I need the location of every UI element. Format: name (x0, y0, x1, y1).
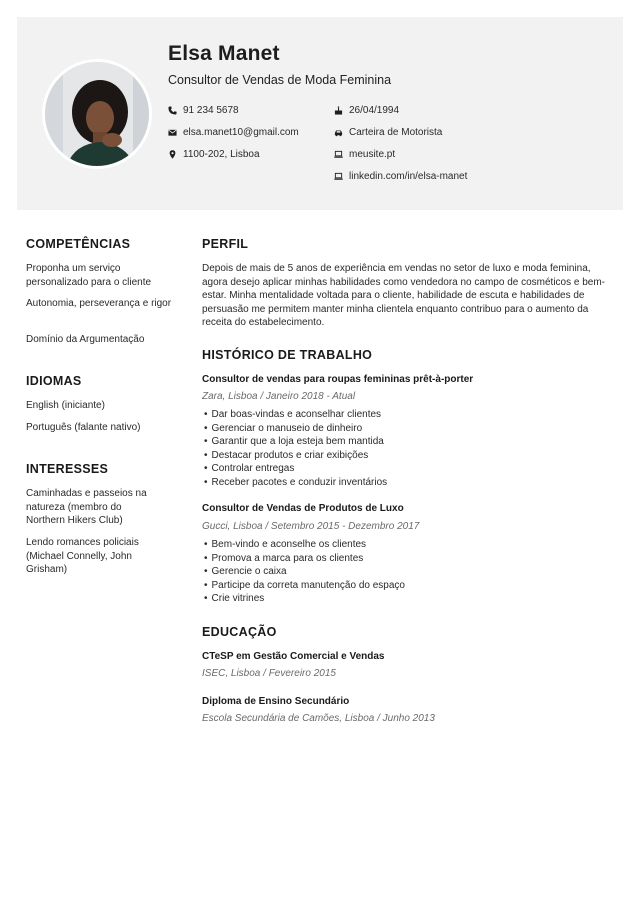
profile-text: Depois de mais de 5 anos de experiência em vendas no setor de luxo e moda feminina, agora desejo aplicar minhas habilidades como vendedora no campo de cosméticos e bem-estar. Minha mentalidade voltada para o cliente, habilidade de escuta e habilidades de persuasão me permitem manter minha clientela enquanto contribuo para o aumento da receita do estabelecimento. (202, 263, 606, 328)
interests-heading: INTERESSES (26, 462, 109, 476)
list-item: • Crie vitrines (204, 592, 405, 606)
laptop-icon (334, 150, 343, 159)
phone-text: 91 234 5678 (183, 105, 239, 116)
linkedin-link[interactable]: linkedin.com/in/elsa-manet (349, 171, 468, 182)
envelope-icon (168, 128, 177, 137)
list-item: • Bem-vindo e aconselhe os clientes (204, 538, 405, 552)
license-text: Carteira de Motorista (349, 127, 443, 138)
contact-linkedin (334, 171, 467, 182)
languages-heading: IDIOMAS (26, 374, 82, 388)
profile-heading: PERFIL (202, 237, 249, 251)
cake-icon (334, 106, 343, 115)
job-title: Consultor de vendas para roupas femininas prêt-à-porter (202, 374, 474, 385)
list-item: • Gerenciar o manuseio de dinheiro (204, 422, 387, 436)
list-item: • Gerencie o caixa (204, 565, 405, 579)
phone-icon (168, 106, 177, 115)
work-history-heading: HISTÓRICO DE TRABALHO (202, 348, 373, 362)
education-meta: ISEC, Lisboa / Fevereiro 2015 (202, 668, 336, 679)
education-title: Diploma de Ensino Secundário (202, 696, 350, 707)
list-item: • Dar boas-vindas e aconselhar clientes (204, 408, 387, 422)
interest-item: Caminhadas e passeios na natureza (membro do Northern Hikers Club) (26, 488, 147, 526)
contact-website (334, 149, 395, 160)
birthdate-text: 26/04/1994 (349, 105, 400, 116)
job-duties-list (204, 538, 405, 606)
list-item: • Participe da correta manutenção do espaço (204, 579, 405, 593)
education-heading: EDUCAÇÃO (202, 625, 277, 639)
list-item: • Destacar produtos e criar exibições (204, 449, 387, 463)
contact-address (168, 149, 260, 160)
skill-item: Autonomia, perseverança e rigor (26, 298, 172, 309)
education-title: CTeSP em Gestão Comercial e Vendas (202, 651, 385, 662)
email-text: elsa.manet10@gmail.com (183, 127, 299, 138)
skills-heading: COMPETÊNCIAS (26, 237, 131, 251)
language-item: Português (falante nativo) (26, 422, 141, 433)
website-link[interactable]: meusite.pt (349, 149, 396, 160)
list-item: • Garantir que a loja esteja bem mantida (204, 435, 387, 449)
education-meta: Escola Secundária de Camões, Lisboa / Junho 2013 (202, 713, 435, 724)
job-meta: Gucci, Lisboa / Setembro 2015 - Dezembro 2017 (202, 521, 420, 532)
job-duties-list (204, 408, 387, 490)
contact-phone (168, 105, 239, 116)
interest-item: Lendo romances policiais (Michael Connelly, John Grisham) (26, 537, 139, 575)
profile-photo (42, 59, 152, 169)
contact-birthdate (334, 105, 399, 116)
address-text: 1100-202, Lisboa (183, 149, 260, 160)
full-name: Elsa Manet (168, 42, 280, 65)
car-icon (334, 128, 343, 137)
skill-item: Proponha um serviço personalizado para o cliente (26, 263, 152, 288)
language-item: English (iniciante) (26, 400, 105, 411)
laptop-icon (334, 172, 343, 181)
job-headline: Consultor de Vendas de Moda Feminina (168, 73, 392, 87)
list-item: • Promova a marca para os clientes (204, 552, 405, 566)
list-item: • Controlar entregas (204, 462, 387, 476)
job-meta: Zara, Lisboa / Janeiro 2018 - Atual (202, 391, 356, 402)
skill-item: Domínio da Argumentação (26, 334, 145, 345)
contact-license (334, 127, 442, 138)
job-title: Consultor de Vendas de Produtos de Luxo (202, 503, 404, 514)
list-item: • Receber pacotes e conduzir inventários (204, 476, 387, 490)
map-pin-icon (168, 150, 177, 159)
contact-email (168, 127, 299, 138)
